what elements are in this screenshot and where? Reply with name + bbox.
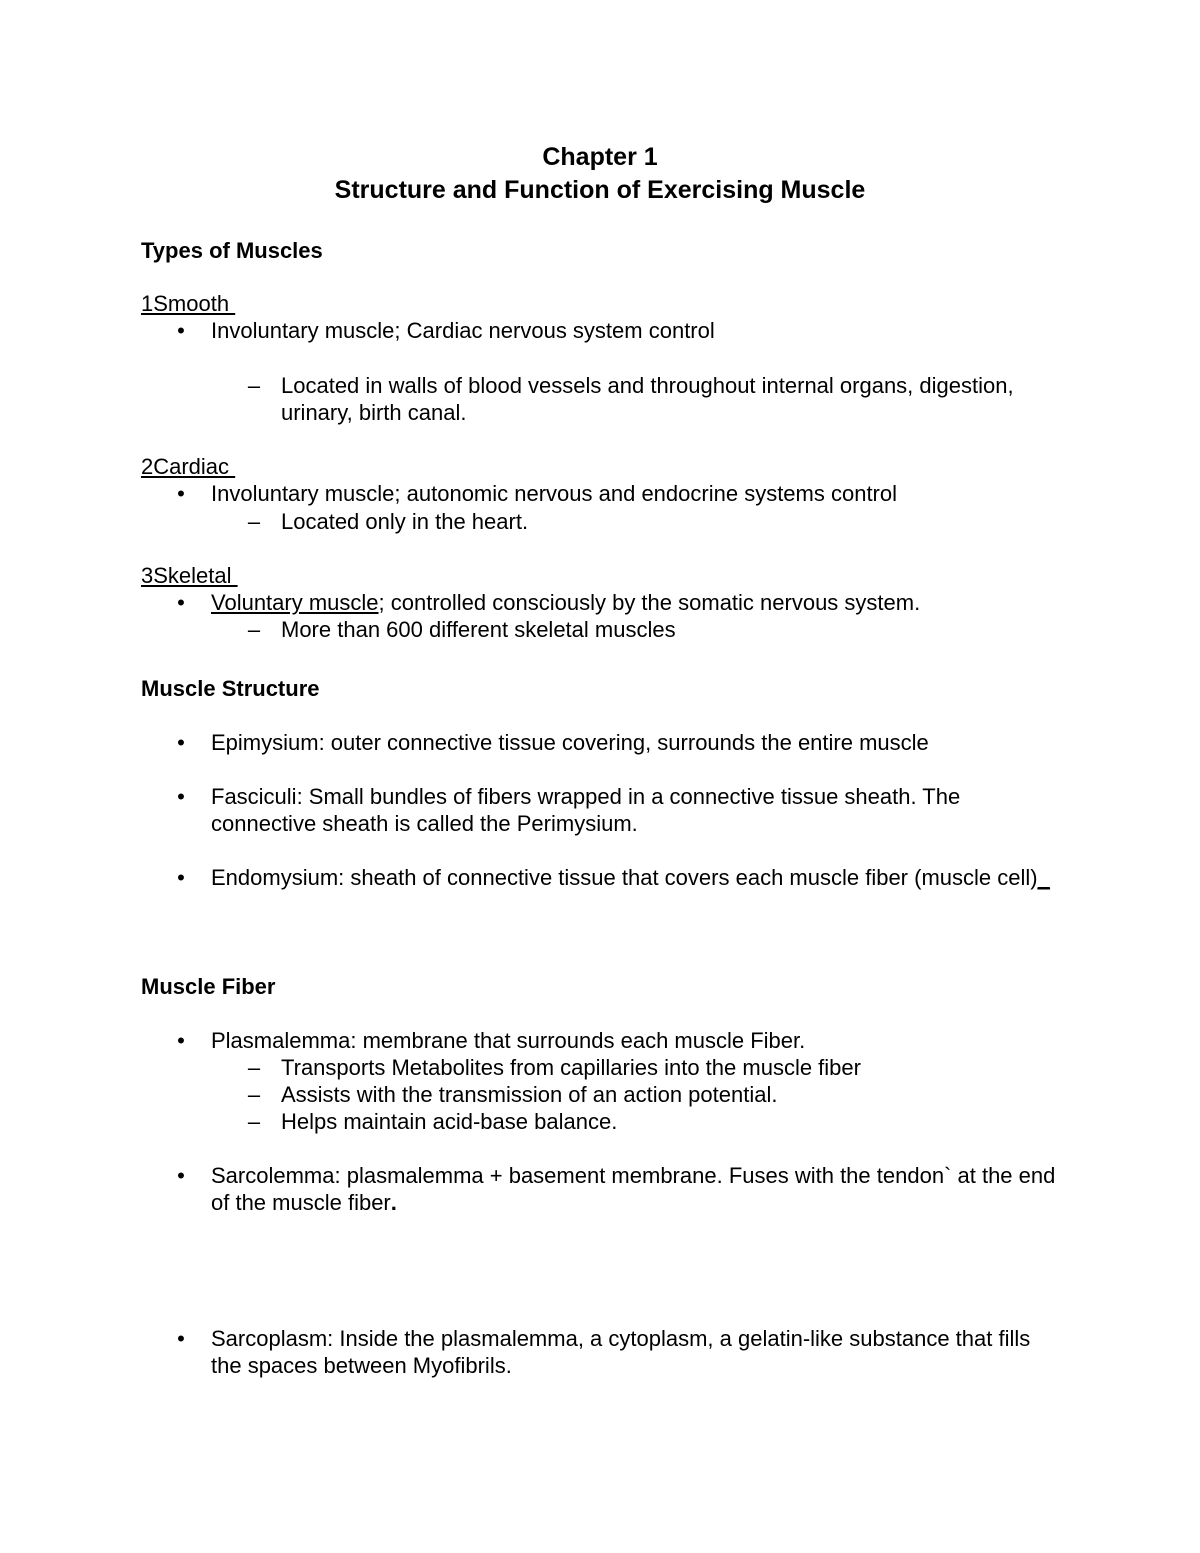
dash-mark: – [247, 617, 261, 642]
bullet-mark: • [177, 865, 185, 890]
bullet-mark: • [177, 1163, 185, 1188]
endomysium-body: Endomysium: sheath of connective tissue that covers each muscle fiber (muscle cell) [211, 865, 1038, 890]
bullet-mark: • [177, 1326, 185, 1351]
dash-mark: – [247, 1055, 261, 1080]
dash-mark: – [247, 1082, 261, 1107]
skeletal-bullet-rest: ; controlled consciously by the somatic nervous system. [378, 590, 921, 615]
skeletal-bullet-text [211, 589, 1061, 616]
cardiac-label: 2Cardiac [141, 454, 236, 479]
smooth-dash-text: Located in walls of blood vessels and throughout internal organs, digestion, urinary, birth canal. [281, 373, 1014, 425]
endomysium-text [211, 864, 1061, 891]
smooth-label: 1Smooth [141, 291, 236, 316]
fasciculi-text: Fasciculi: Small bundles of fibers wrapped in a connective tissue sheath. The connective sheath is called the Perimysium. [211, 784, 961, 836]
smooth-bullet-text: Involuntary muscle; Cardiac nervous system control [211, 318, 715, 343]
bullet-mark: • [177, 1028, 185, 1053]
sarcolemma-text [211, 1162, 1061, 1216]
chapter-number: Chapter 1 [542, 143, 658, 171]
bullet-mark: • [177, 318, 185, 343]
cardiac-dash-text: Located only in the heart. [281, 509, 529, 534]
bullet-mark: • [177, 481, 185, 506]
dash-mark: – [247, 373, 261, 398]
structure-heading: Muscle Structure [141, 676, 320, 701]
plasmalemma-point-text: Transports Metabolites from capillaries into the muscle fiber [281, 1055, 861, 1080]
cardiac-bullet-text: Involuntary muscle; autonomic nervous and endocrine systems control [211, 481, 898, 506]
document-title: Structure and Function of Exercising Muscle [334, 176, 866, 204]
bullet-mark: • [177, 590, 185, 615]
types-heading: Types of Muscles [141, 238, 323, 263]
bullet-mark: • [177, 784, 185, 809]
voluntary-muscle-term: Voluntary muscle [211, 590, 379, 615]
plasmalemma-point-text: Assists with the transmission of an action potential. [281, 1082, 778, 1107]
sarcolemma-body: Sarcolemma: plasmalemma + basement membrane. Fuses with the tendon` at the end of the muscle fiber [211, 1163, 1056, 1215]
dash-mark: – [247, 1109, 261, 1134]
endomysium-tail: _ [1037, 865, 1050, 890]
sarcoplasm-text: Sarcoplasm: Inside the plasmalemma, a cytoplasm, a gelatin-like substance that fills the spaces between Myofibrils. [211, 1326, 1031, 1378]
sarcolemma-end: . [390, 1190, 397, 1215]
skeletal-label: 3Skeletal [141, 563, 238, 588]
epimysium-text: Epimysium: outer connective tissue covering, surrounds the entire muscle [211, 730, 929, 755]
dash-mark: – [247, 509, 261, 534]
plasmalemma-text: Plasmalemma: membrane that surrounds each muscle Fiber. [211, 1028, 806, 1053]
fiber-heading: Muscle Fiber [141, 974, 276, 999]
plasmalemma-point-text: Helps maintain acid-base balance. [281, 1109, 618, 1134]
skeletal-dash-text: More than 600 different skeletal muscles [281, 617, 676, 642]
bullet-mark: • [177, 730, 185, 755]
